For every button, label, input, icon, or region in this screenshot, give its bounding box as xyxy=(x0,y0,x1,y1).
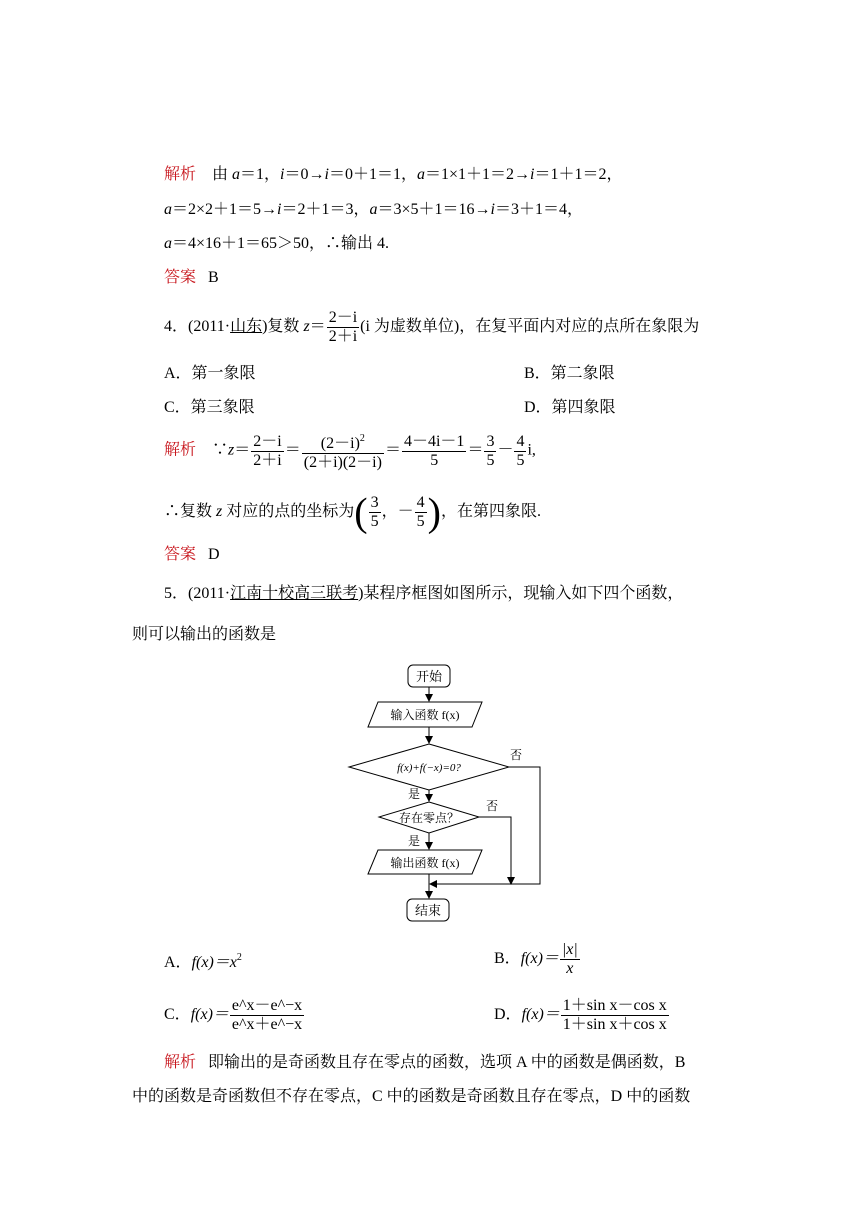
q4-solution-line-2: ∴复数 z 对应的点的坐标为( $\frac{3}{5}$ ，－ $\frac{4}{5}$ )，在第四象限. xyxy=(164,489,541,535)
flow-condition-2-text: 存在零点？ xyxy=(398,811,460,825)
q3-solution-line-3: a＝4×16＋1＝65＞50，∴输出 4. xyxy=(164,235,390,252)
q5-solution-line-2: 中的函数是奇函数但不存在零点，C 中的函数是奇函数且存在零点，D 中的函数 xyxy=(132,1088,691,1105)
q3-solution-line-1: 解析 由 a＝1，i＝0→i＝0＋1＝1，a＝1×1＋1＝2→i＝1＋1＝2， xyxy=(164,166,623,183)
q5-option-a: A．$f(x)=x^2$ xyxy=(164,952,242,971)
q5-stem-line-2: 则可以输出的函数是 xyxy=(132,626,277,643)
flow-end-text: 结束 xyxy=(414,903,442,918)
q5-source: 江南十校高三联考 xyxy=(230,585,359,602)
q5-option-b: B．f(x)＝ $\frac{|x|}{x}$ xyxy=(494,940,578,977)
q5-solution-line-1: 解析 即输出的是奇函数且存在零点的函数，选项 A 中的函数是偶函数，B xyxy=(164,1054,686,1071)
q4-option-c: C．第三象限 xyxy=(164,399,255,416)
flow-condition-1-text: f(x)+f(−x)=0? xyxy=(397,762,461,774)
flow-yes-label-2: 是 xyxy=(408,834,421,848)
q4-fraction: $\frac{2-i}{2+i}$ xyxy=(328,308,358,345)
jiexi-label: 解析 xyxy=(164,166,197,183)
q4-option-b: B．第二象限 xyxy=(524,365,615,382)
flow-no-label-2: 否 xyxy=(486,799,499,813)
flow-no-label-1: 否 xyxy=(510,748,523,762)
q4-solution-line-1: 解析 ∵z＝ $\frac{2-i}{2+i}$ ＝ $\frac{(2-i)^2}{(2+i)(2-i)}$ ＝ $\frac{4-4i-1}{5}$ ＝ $\frac{3}{5}$ － $\frac{4}{5}$ i, xyxy=(164,430,536,472)
flow-start-text: 开始 xyxy=(415,669,443,684)
daan-label: 答案 xyxy=(164,269,197,286)
q4-answer: 答案 D xyxy=(164,546,220,563)
q5-stem: 5．(2011·江南十校高三联考)某程序框图如图所示，现输入如下四个函数， xyxy=(164,585,684,602)
flow-input-text: 输入函数 f(x) xyxy=(390,708,460,722)
q5-option-c: C．f(x)＝ $\frac{e\^{}x-e\^{}-x}{e\^{}x+e\^{}-x}$ xyxy=(164,996,303,1033)
q3-answer: 答案 B xyxy=(164,269,219,286)
flow-yes-label-1: 是 xyxy=(408,787,421,801)
q5-option-d: D．f(x)＝ $\frac{\text{1＋sin x－cos x}}{\text{1＋sin x＋cos x}}$ xyxy=(494,996,667,1033)
q4-stem: 4．(2011·山东)复数 z＝ $\frac{2-i}{2+i}$ (i 为虚数单位)，在复平面内对应的点所在象限为 xyxy=(164,308,700,345)
q4-option-d: D．第四象限 xyxy=(524,399,616,416)
flow-output-text: 输出函数 f(x) xyxy=(390,856,460,870)
q4-option-a: A．第一象限 xyxy=(164,365,256,382)
q4-source: 山东 xyxy=(230,318,263,335)
flowchart xyxy=(340,655,560,925)
q3-solution-line-2: a＝2×2＋1＝5→i＝2＋1＝3，a＝3×5＋1＝16→i＝3＋1＝4， xyxy=(164,201,583,218)
